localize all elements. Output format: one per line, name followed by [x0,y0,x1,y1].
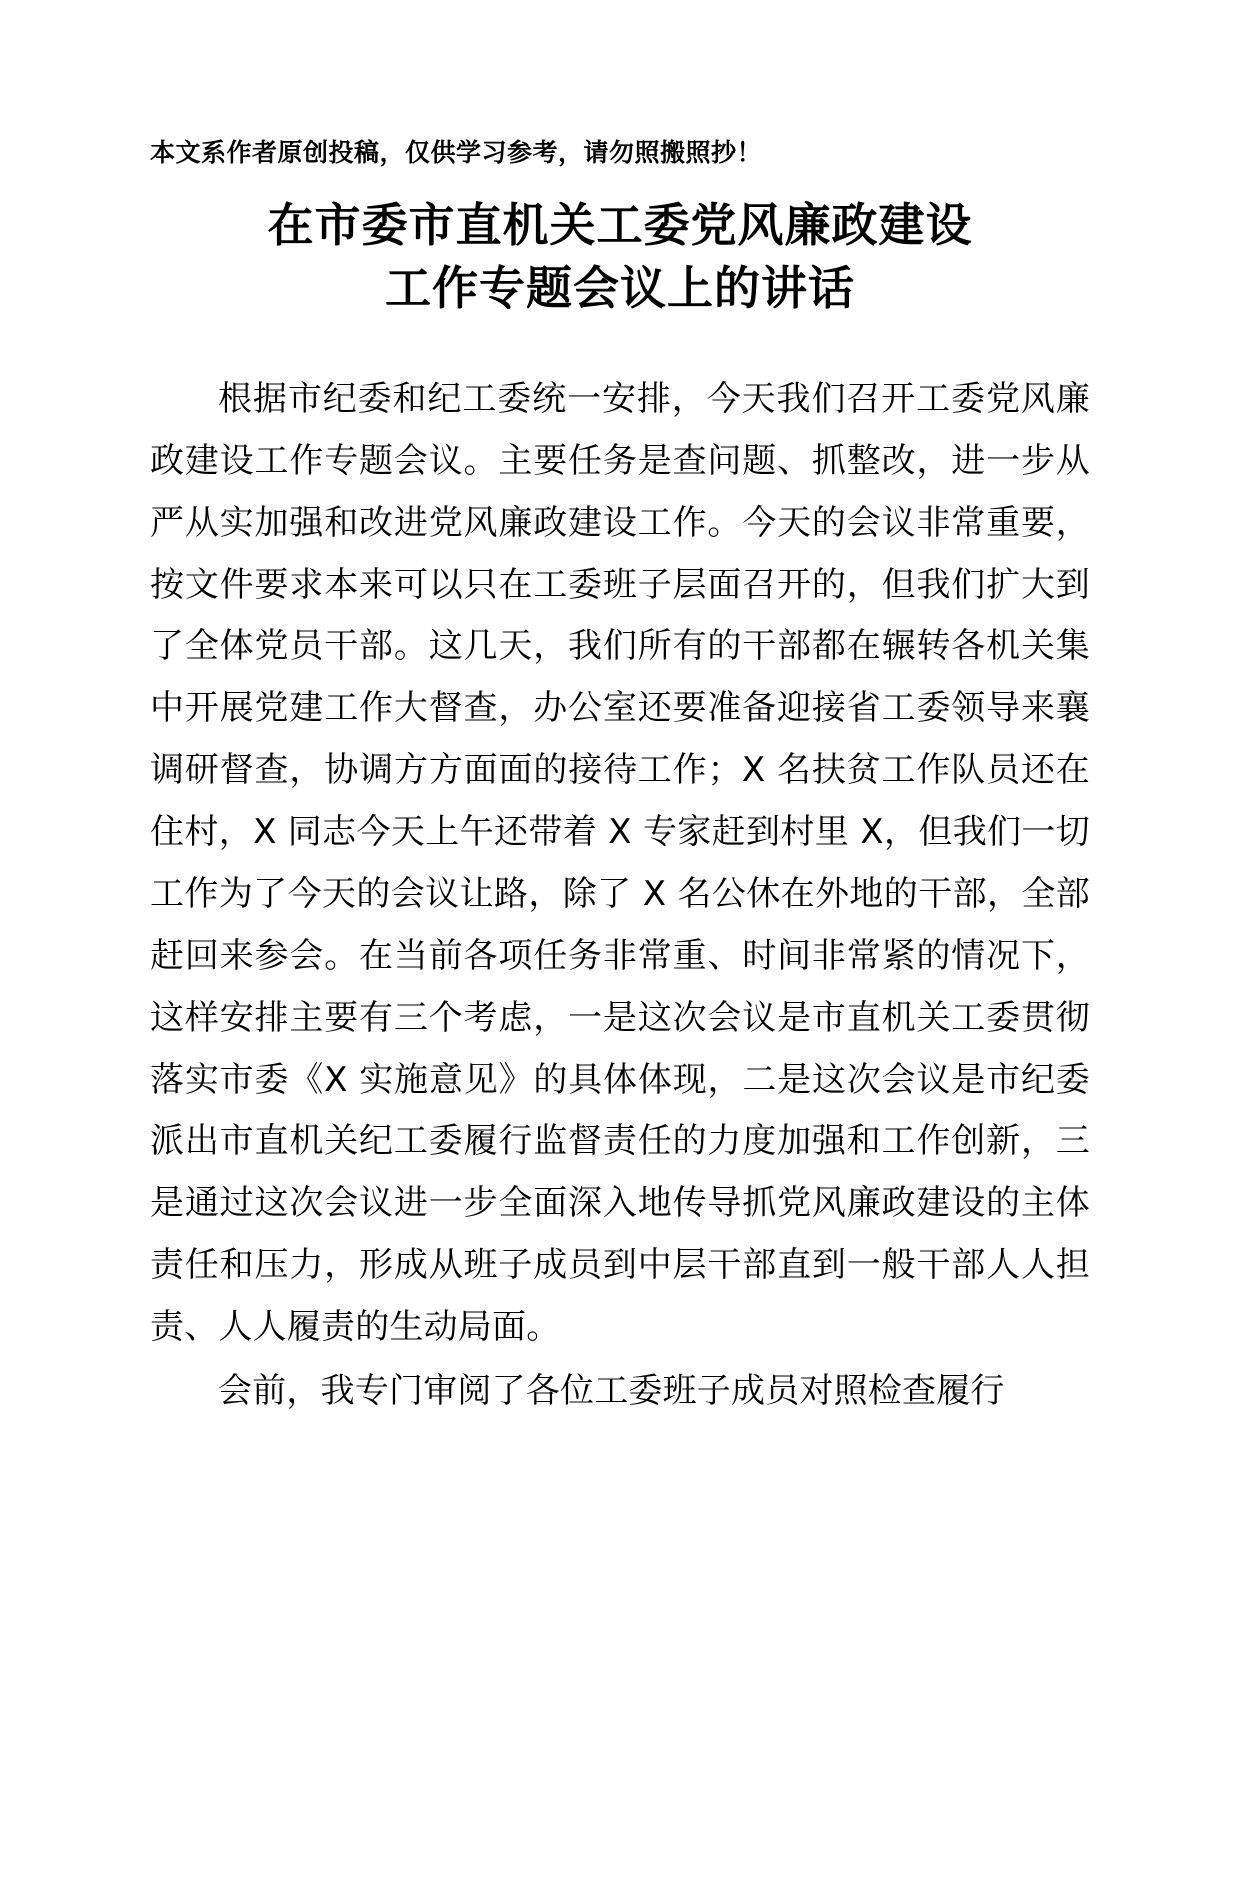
copyright-notice: 本文系作者原创投稿，仅供学习参考，请勿照搬照抄！ [150,138,763,167]
document-body [150,369,1090,1423]
paragraph: 会前，我专门审阅了各位工委班子成员对照检查履行 [218,1370,1005,1411]
document-page [0,138,1240,1892]
paragraph: 根据市纪委和纪工委统一安排，今天我们召开工委党风廉政建设工作专题会议。主要任务是查问题、抓整改，进一步从严从实加强和改进党风廉政建设工作。今天的会议非常重要，按文件要求本来可以只在工委班子层面召开的，但我们扩大到了全体党员干部。这几天，我们所有的干部都在辗转各机关集中开展党建工作大督查，办公室还要准备迎接省工委领导来襄调研督查，协调方方面面的接待工作；X 名扶贫工作队员还在住村，X 同志今天上午还带着 X 专家赶到村里 X，但我们一切工作为了今天的会议让路，除了 X 名公休在外地的干部，全部赶回来参会。在当前各项任务非常重、时间非常紧的情况下，这样安排主要有三个考虑，一是这次会议是市直机关工委贯彻落实市委《X 实施意见》的具体体现，二是这次会议是市纪委派出市直机关纪工委履行监督责任的力度加强和工作创新，三是通过这次会议进一步全面深入地传导抓党风廉政建设的主体责任和压力，形成从班子成员到中层干部直到一般干部人人担责、人人履责的生动局面。 [150,378,1090,1348]
page-title-line-2: 工作专题会议上的讲话 [385,261,855,316]
page-title [150,194,1090,321]
page-title-line-1: 在市委市直机关工委党风廉政建设 [267,198,973,252]
